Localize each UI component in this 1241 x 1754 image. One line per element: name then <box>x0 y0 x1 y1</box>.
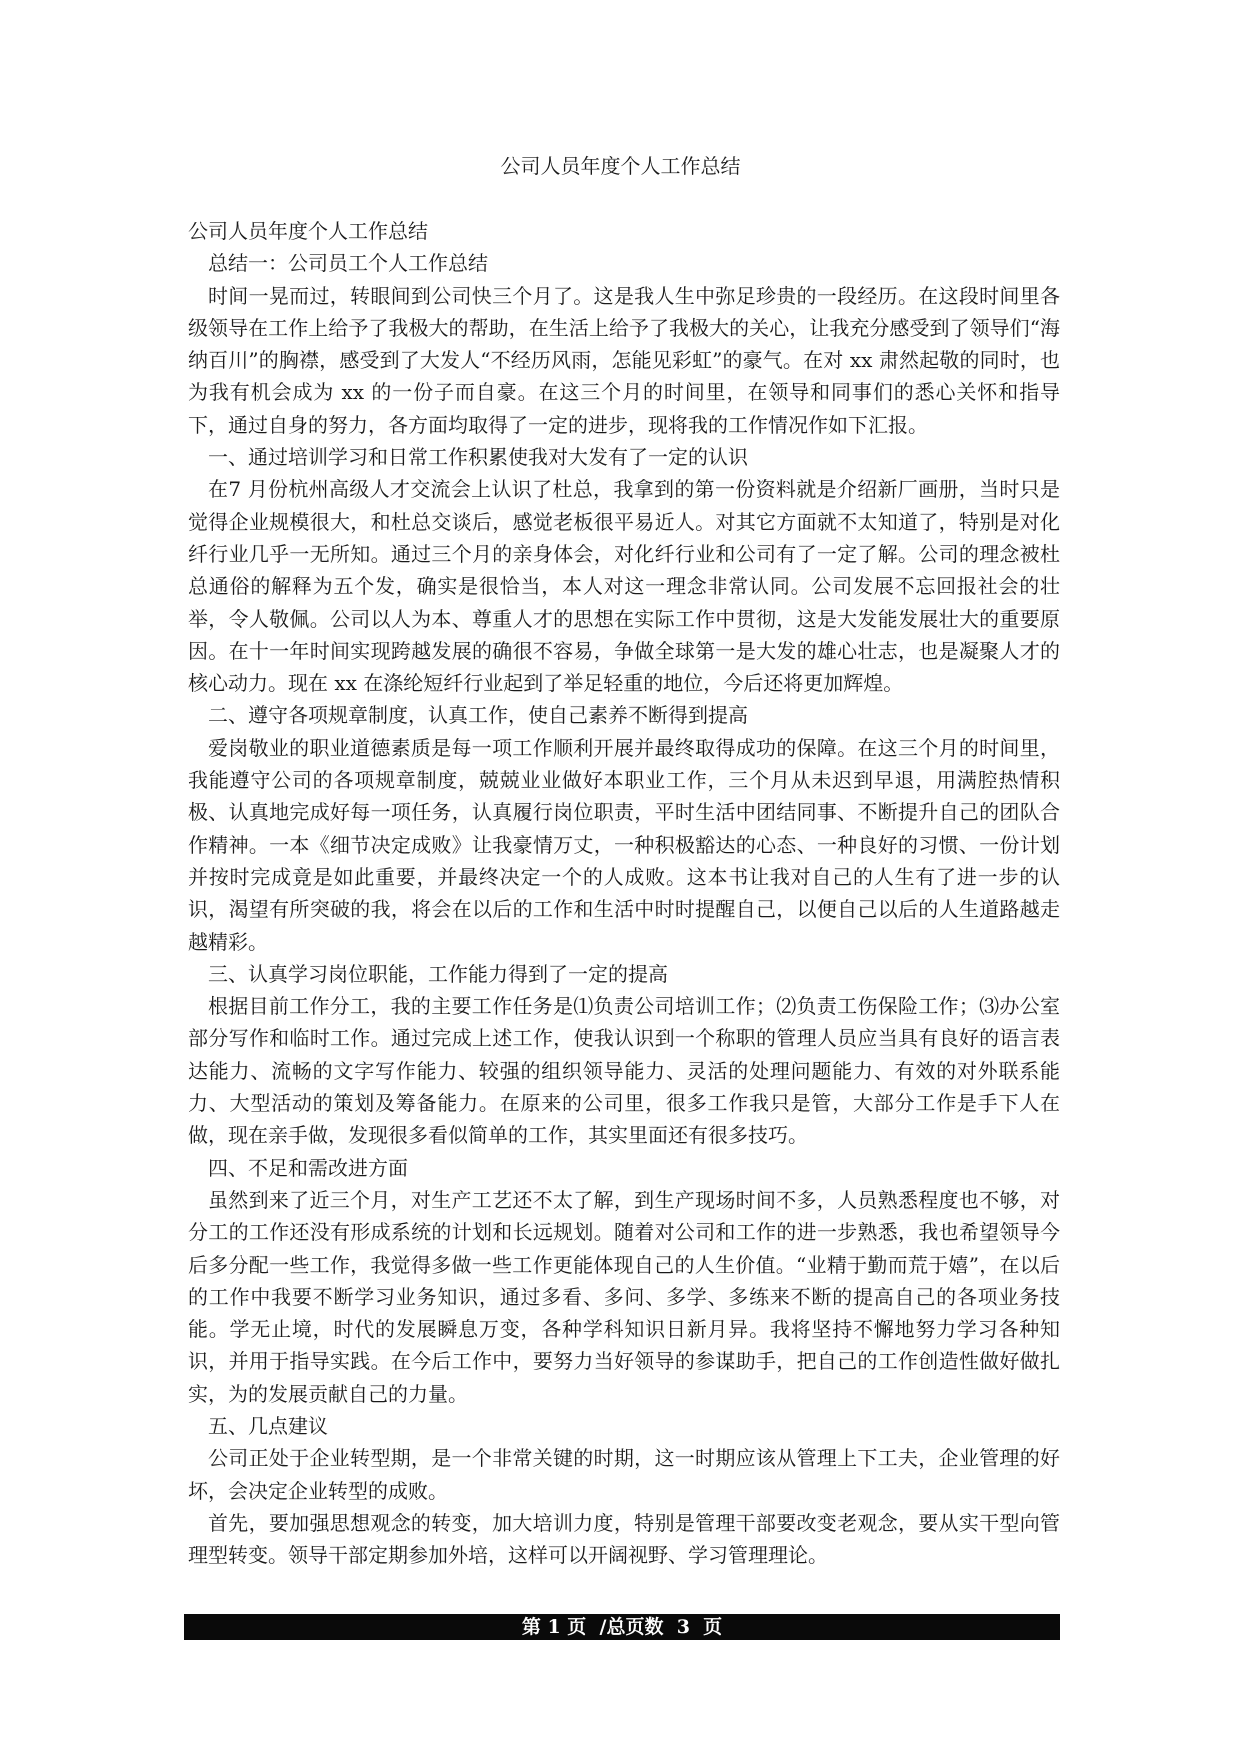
body-paragraph: 公司人员年度个人工作总结 <box>188 219 428 243</box>
document-title: 公司人员年度个人工作总结 <box>500 154 741 178</box>
section-heading: 总结一：公司员工个人工作总结 <box>208 251 488 276</box>
section-heading: 三、认真学习岗位职能，工作能力得到了一定的提高 <box>208 961 668 986</box>
body-paragraph: 首先，要加强思想观念的转变，加大培训力度，特别是管理干部要改变老观念，要从实干型向管理型转变。领导干部定期参加外培，这样可以开阔视野、学习管理理论。 <box>188 1510 1060 1568</box>
document-body <box>188 215 1060 1571</box>
section-heading: 二、遵守各项规章制度，认真工作，使自己素养不断得到提高 <box>208 703 748 728</box>
body-paragraph: 虽然到来了近三个月，对生产工艺还不太了解，到生产现场时间不多，人员熟悉程度也不够，对分工的工作还没有形成系统的计划和长远规划。随着对公司和工作的进一步熟悉，我也希望领导今后多分配一些工作，我觉得多做一些工作更能体现自己的人生价值。“业精于勤而荒于嬉”，在以后的工作中我要不断学习业务知识，通过多看、多问、多学、多练来不断的提高自己的各项业务技能。学无止境，时代的发展瞬息万变，各种学科知识日新月异。我将坚持不懈地努力学习各种知识，并用于指导实践。在今后工作中，要努力当好领导的参谋助手，把自己的工作创造性做好做扎实，为的发展贡献自己的力量。 <box>188 1187 1060 1406</box>
body-paragraph: 在7 月份杭州高级人才交流会上认识了杜总，我拿到的第一份资料就是介绍新厂画册，当时只是觉得企业规模很大，和杜总交谈后，感觉老板很平易近人。对其它方面就不太知道了，特别是对化纤行业几乎一无所知。通过三个月的亲身体会，对化纤行业和公司有了一定了解。公司的理念被杜总通俗的解释为五个发，确实是很恰当，本人对这一理念非常认同。公司发展不忘回报社会的壮举，令人敬佩。公司以人为本、尊重人才的思想在实际工作中贯彻，这是大发能发展壮大的重要原因。在十一年时间实现跨越发展的确很不容易，争做全球第一是大发的雄心壮志，也是凝聚人才的核心动力。现在 xx 在涤纶短纤行业起到了举足轻重的地位，今后还将更加辉煌。 <box>188 477 1060 696</box>
page-number-label: 第 1 页 /总页数 3 页 <box>521 1616 723 1638</box>
body-paragraph: 时间一晃而过，转眼间到公司快三个月了。这是我人生中弥足珍贵的一段经历。在这段时间里各级领导在工作上给予了我极大的帮助，在生活上给予了我极大的关心，让我充分感受到了领导们“海纳百川”的胸襟，感受到了大发人“不经历风雨，怎能见彩虹”的豪气。在对 xx 肃然起敬的同时，也为我有机会成为 xx 的一份子而自豪。在这三个月的时间里，在领导和同事们的悉心关怀和指导下，通过自身的努力，各方面均取得了一定的进步，现将我的工作情况作如下汇报。 <box>188 283 1060 437</box>
page-footer <box>184 1614 1060 1640</box>
body-paragraph: 根据目前工作分工，我的主要工作任务是⑴负责公司培训工作；⑵负责工伤保险工作；⑶办公室部分写作和临时工作。通过完成上述工作，使我认识到一个称职的管理人员应当具有良好的语言表达能力、流畅的文字写作能力、较强的组织领导能力、灵活的处理问题能力、有效的对外联系能力、大型活动的策划及筹备能力。在原来的公司里，很多工作我只是管，大部分工作是手下人在做，现在亲手做，发现很多看似简单的工作，其实里面还有很多技巧。 <box>188 994 1060 1148</box>
section-heading: 四、不足和需改进方面 <box>208 1155 408 1180</box>
body-paragraph: 公司正处于企业转型期，是一个非常关键的时期，这一时期应该从管理上下工夫，企业管理的好坏，会决定企业转型的成败。 <box>188 1446 1060 1503</box>
section-heading: 五、几点建议 <box>208 1413 328 1438</box>
body-paragraph: 爱岗敬业的职业道德素质是每一项工作顺利开展并最终取得成功的保障。在这三个月的时间里，我能遵守公司的各项规章制度，兢兢业业做好本职业工作，三个月从未迟到早退，用满腔热情积极、认真地完成好每一项任务，认真履行岗位职责，平时生活中团结同事、不断提升自己的团队合作精神。一本《细节决定成败》让我豪情万丈，一种积极豁达的心态、一种良好的习惯、一份计划并按时完成竟是如此重要，并最终决定一个的人成败。这本书让我对自己的人生有了进一步的认识，渴望有所突破的我，将会在以后的工作和生活中时时提醒自己，以便自己以后的人生道路越走越精彩。 <box>188 735 1060 954</box>
section-heading: 一、通过培训学习和日常工作积累使我对大发有了一定的认识 <box>208 445 748 470</box>
